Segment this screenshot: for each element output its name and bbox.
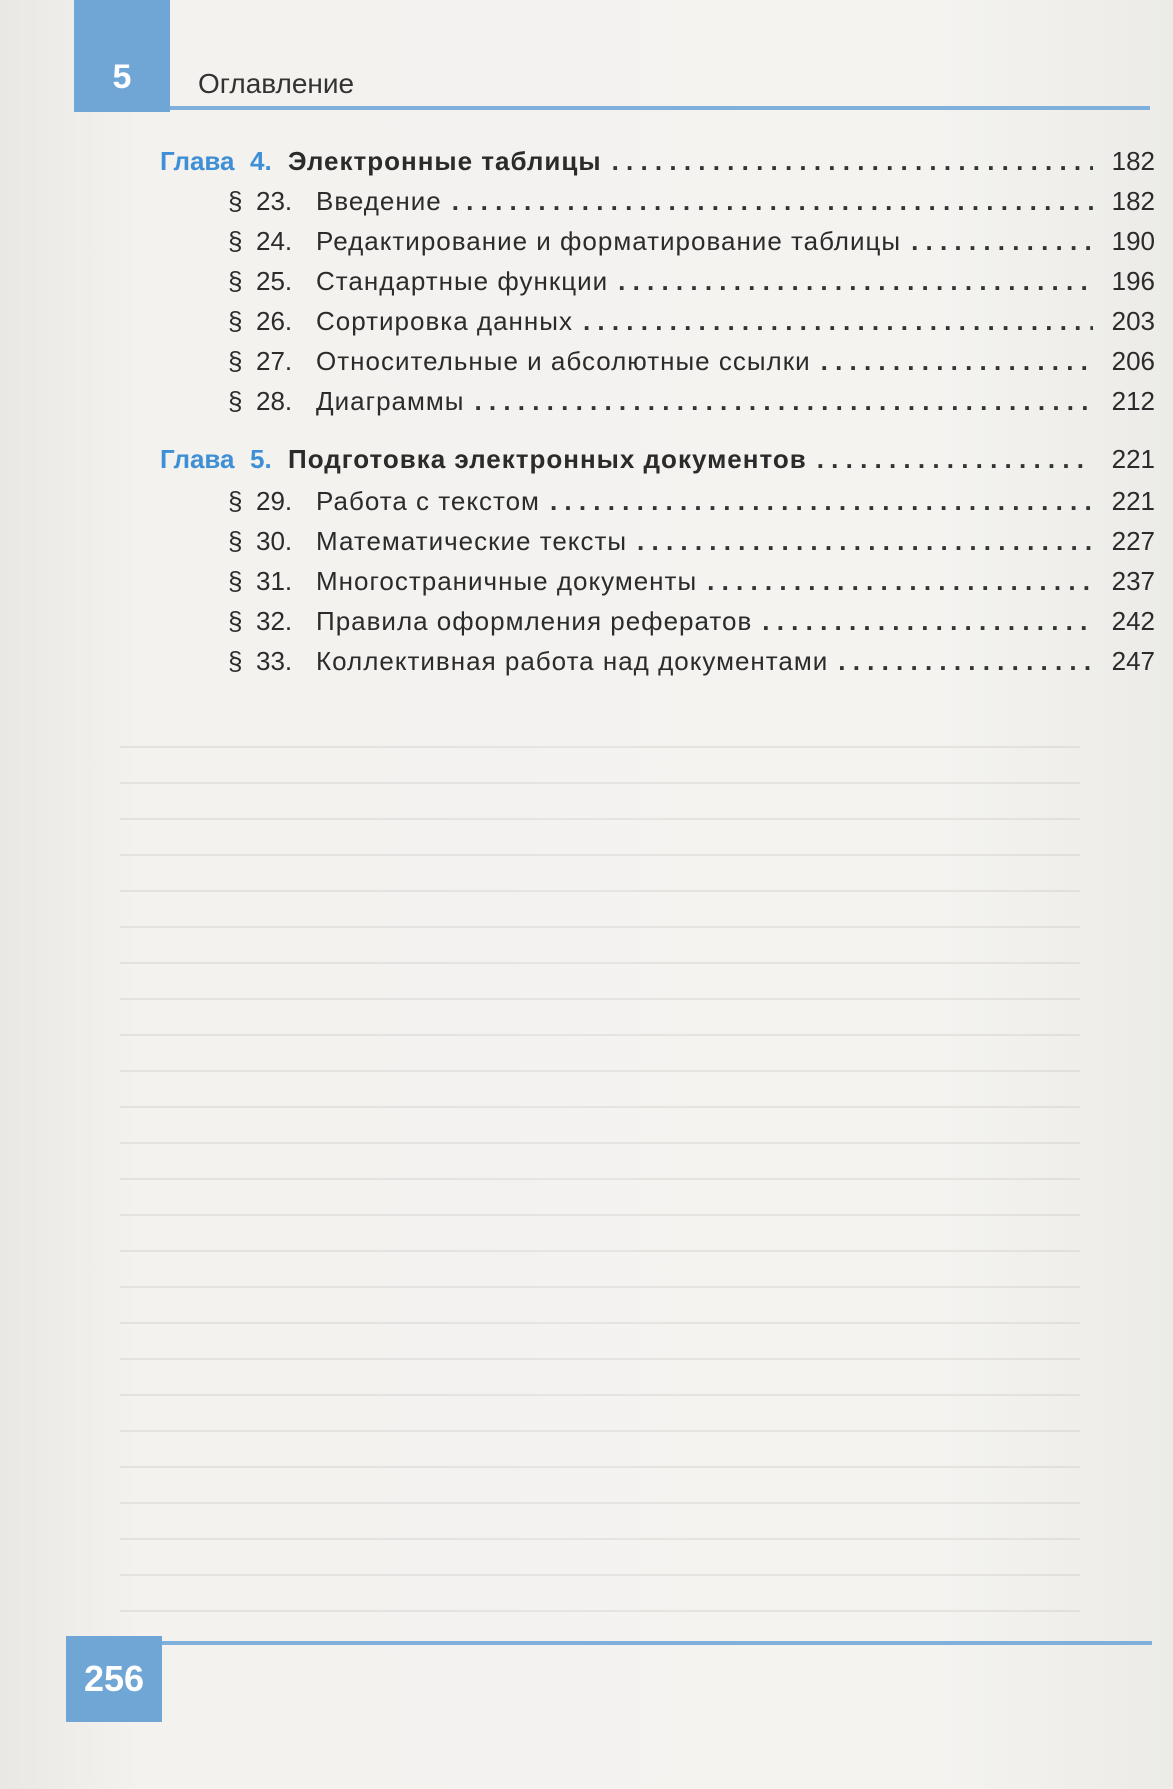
page-number: 182 [1111, 146, 1155, 176]
toc-chapter-5[interactable] [160, 444, 1155, 480]
leader-dots [452, 186, 1093, 217]
page-number: 190 [1111, 226, 1155, 256]
section-title: Введение [316, 186, 442, 216]
section-sign: § [228, 226, 243, 256]
section-sign: § [228, 346, 243, 376]
leader-dots [618, 266, 1093, 297]
section-number: 24. [256, 226, 293, 256]
running-header-title: Оглавление [198, 68, 355, 99]
section-title: Стандартные функции [316, 266, 609, 296]
section-title: Работа с текстом [316, 486, 540, 516]
section-title: Коллективная работа над документами [316, 646, 829, 676]
section-sign: § [228, 266, 243, 296]
leader-dots [838, 646, 1093, 677]
page-number: 242 [1111, 606, 1155, 636]
page-number: 227 [1111, 526, 1155, 556]
toc-section-30[interactable] [160, 526, 1155, 562]
page-number: 221 [1111, 444, 1155, 474]
section-sign: § [228, 606, 243, 636]
toc-section-27[interactable] [160, 346, 1155, 382]
toc-section-25[interactable] [160, 266, 1155, 302]
section-title: Математические тексты [316, 526, 628, 556]
toc-section-23[interactable] [160, 186, 1155, 222]
section-number: 29. [256, 486, 293, 516]
leader-dots [637, 526, 1093, 557]
header-rule [170, 106, 1150, 110]
chapter-tab-number: 5 [112, 58, 132, 96]
toc-section-33[interactable] [160, 646, 1155, 682]
page-number: 221 [1111, 486, 1155, 516]
section-title: Диаграммы [316, 386, 465, 416]
section-sign: § [228, 186, 243, 216]
section-sign: § [228, 526, 243, 556]
section-title: Редактирование и форматирование таблицы [316, 226, 902, 256]
section-number: 30. [256, 526, 293, 556]
page-number: 182 [1111, 186, 1155, 216]
chapter-number: 5. [250, 444, 272, 474]
section-sign: § [228, 646, 243, 676]
toc-section-28[interactable] [160, 386, 1155, 422]
leader-dots [817, 444, 1093, 475]
chapter-tab [74, 0, 170, 112]
toc-section-24[interactable] [160, 226, 1155, 262]
footer-page-tab [66, 1636, 162, 1722]
leader-dots [707, 566, 1093, 597]
toc-section-29[interactable] [160, 486, 1155, 522]
section-number: 32. [256, 606, 293, 636]
toc-section-31[interactable] [160, 566, 1155, 602]
section-title: Многостраничные документы [316, 566, 698, 596]
chapter-title: Электронные таблицы [288, 146, 602, 176]
section-number: 27. [256, 346, 293, 376]
section-number: 28. [256, 386, 293, 416]
leader-dots [612, 146, 1093, 177]
section-title: Сортировка данных [316, 306, 573, 336]
page-number: 206 [1111, 346, 1155, 376]
page-number: 203 [1111, 306, 1155, 336]
toc-section-32[interactable] [160, 606, 1155, 642]
section-number: 25. [256, 266, 293, 296]
page-number: 212 [1111, 386, 1155, 416]
chapter-number: 4. [250, 146, 272, 176]
section-title: Правила оформления рефератов [316, 606, 753, 636]
leader-dots [911, 226, 1093, 257]
leader-dots [583, 306, 1093, 337]
section-number: 33. [256, 646, 293, 676]
chapter-title: Подготовка электронных документов [288, 444, 807, 474]
section-number: 23. [256, 186, 293, 216]
leader-dots [550, 486, 1093, 517]
section-sign: § [228, 486, 243, 516]
section-number: 26. [256, 306, 293, 336]
page-number: 196 [1111, 266, 1155, 296]
leader-dots [821, 346, 1093, 377]
leader-dots [474, 386, 1093, 417]
toc-chapter-4[interactable] [160, 146, 1155, 182]
footer-rule [162, 1641, 1152, 1645]
section-sign: § [228, 566, 243, 596]
toc-section-26[interactable] [160, 306, 1155, 342]
section-sign: § [228, 386, 243, 416]
page-number: 247 [1111, 646, 1155, 676]
chapter-word: Глава [160, 444, 235, 474]
page-number: 237 [1111, 566, 1155, 596]
bleed-through-text [120, 720, 1080, 1640]
section-sign: § [228, 306, 243, 336]
footer-page-number: 256 [83, 1658, 145, 1699]
section-title: Относительные и абсолютные ссылки [316, 346, 811, 376]
leader-dots [762, 606, 1093, 637]
chapter-word: Глава [160, 146, 235, 176]
section-number: 31. [256, 566, 293, 596]
